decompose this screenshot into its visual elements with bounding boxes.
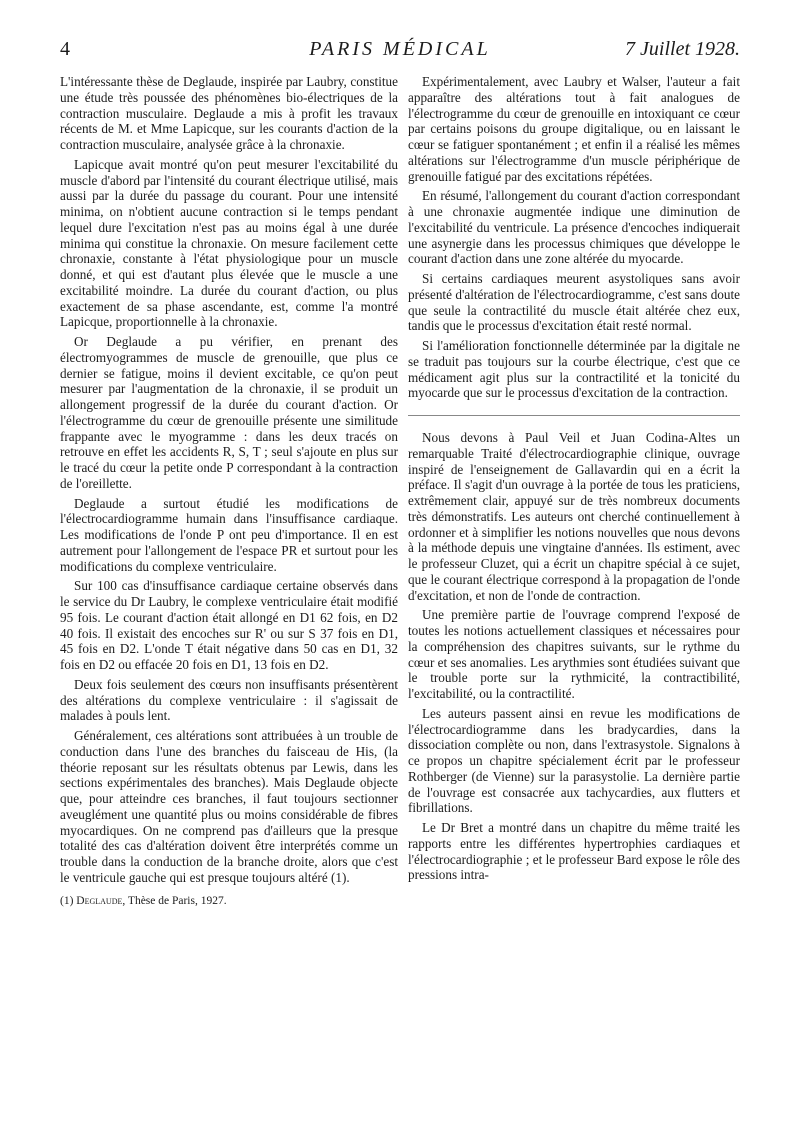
paragraph: Les auteurs passent ainsi en revue les modifications de l'électrocardiogramme dans les bradycardies, dans la dissociation complète ou non, dans l'extrasystole. Signalons à ce propos un chapitre spécialement écrit par le professeur Rothberger (de Vienne) sur la parasystolie. La dernière partie de l'ouvrage est consacrée aux tachycardies, aux flutters et fibrillations. xyxy=(408,705,740,816)
paragraph: Deux fois seulement des cœurs non insuffisants présentèrent des altérations du complexe ventriculaire : il s'agissait de malades à pouls lent. xyxy=(60,676,398,724)
paragraph: Lapicque avait montré qu'on peut mesurer l'excitabilité du muscle d'abord par l'intensité du courant électrique utilisé, mais aussi par la durée du passage du courant. Pour une intensité minima, on n'obtient aucune contraction si le temps pendant lequel dure l'excitation n'est pas au moins égal à une durée minima qui constitue la chronaxie. On mesure facilement cette chronaxie, constante à l'état physiologique pour un muscle donné, et qui est d'autant plus élevée que le muscle a une excitabilité moindre. La durée du courant d'action, ou plus exactement de sa phase ascendante, est, comme l'a montré Lapicque, proportionnelle à la chronaxie. xyxy=(60,156,398,330)
section-divider xyxy=(408,415,740,416)
paragraph: Si l'amélioration fonctionnelle déterminée par la digitale ne se traduit pas toujours sur la courbe électrique, c'est que ce médicament agit plus sur la contractilité et la tonicité du myocarde que sur le processus d'excitation de la contraction. xyxy=(408,338,740,401)
paragraph: Le Dr Bret a montré dans un chapitre du même traité les rapports entre les différentes hypertrophies cardiaques et l'électrocardiographie ; et le professeur Bard expose le rôle des pressions intra- xyxy=(408,820,740,883)
paragraph: Une première partie de l'ouvrage comprend l'exposé de toutes les notions actuellement classiques et nécessaires pour la compréhension des chapitres suivants, sur le rythme du cœur et ses anomalies. Les arythmies sont étudiées suivant que le trouble porte sur la rythmicité, la contractibilité, l'excitabilité, ou la contractilité. xyxy=(408,607,740,701)
footnote-marker: (1) xyxy=(60,894,74,907)
page-header xyxy=(60,38,740,64)
paragraph: Généralement, ces altérations sont attribuées à un trouble de conduction dans l'une des branches du faisceau de His, (la théorie reposant sur les résultats obtenus par Lewis, dans les sections expérimentales des branches). Mais Deglaude objecte que, pour atteindre ces branches, il faut toujours sectionner aveuglément une quantité plus ou moins considérable de fibres myocardiques. On ne comprend pas d'ailleurs que la presque totalité des cas d'altération doivent être interprétés comme un trouble dans la conduction de la branche droite, alors que c'est le ventricule gauche qui est presque toujours altéré (1). xyxy=(60,728,398,885)
footnote xyxy=(60,894,398,910)
paragraph: Deglaude a surtout étudié les modifications de l'électrocardiogramme humain dans l'insuffisance cardiaque. Les modifications de l'onde P ont peu d'importance. Il en est autrement pour l'allongement de l'espace PR et surtout pour les modifications du complexe ventriculaire. xyxy=(60,495,398,574)
right-column xyxy=(408,74,740,887)
paragraph: En résumé, l'allongement du courant d'action correspondant à une chronaxie augmentée indique une diminution de l'excitabilité du ventricule. La présence d'encoches indiquerait une asynergie dans les processus chimiques que développe le courant d'action dans une zone altérée du myocarde. xyxy=(408,188,740,267)
paragraph: Expérimentalement, avec Laubry et Walser, l'auteur a fait apparaître des altérations tout à fait analogues de l'électrogramme du cœur de grenouille en intoxiquant ce cœur par certains poisons du groupe digitalique, ou en laissant le cœur se fatiguer spontanément ; et enfin il a réalisé les mêmes altérations sur l'électrogramme d'un muscle périphérique de grenouille fatigué par des excitations répétées. xyxy=(408,74,740,184)
paragraph: Nous devons à Paul Veil et Juan Codina-Altes un remarquable Traité d'électrocardiographie clinique, ouvrage inspiré de l'enseignement de Gallavardin qui en a écrit la préface. Il s'agit d'un ouvrage à la portée de tous les praticiens, extrêmement clair, appuyé sur de très nombreux documents très démonstratifs. Les auteurs ont cherché continuellement à ordonner et à simplifier les notions nouvelles que nous devons à la méthode depuis une vingtaine d'années. Ils estiment, avec le professeur Cluzet, qui a écrit un chapitre spécial à ce sujet, que le courant électrique correspond à la propagation de l'onde d'excitation, et non de l'onde de contraction. xyxy=(408,430,740,603)
page-number: 4 xyxy=(60,38,70,60)
issue-date: 7 Juillet 1928. xyxy=(625,38,740,60)
left-column xyxy=(60,74,398,909)
paragraph: Si certains cardiaques meurent asystoliques sans avoir présenté d'altération de l'électrocardiogramme, c'est sans doute que seule la contractilité du muscle était altérée chez eux, tandis que le processus d'excitation était resté normal. xyxy=(408,271,740,334)
paragraph: Or Deglaude a pu vérifier, en prenant des électromyogrammes de muscle de grenouille, que plus ce dernier se fatigue, moins il devient excitable, ce qu'on peut mesurer par l'augmentation de la chronaxie, il se produit un allongement progressif de la durée du courant d'action. Or l'électrogramme du cœur de grenouille présente une similitude frappante avec le myogramme : dans les deux tracés on retrouve en effet les accidents R, S, T ; seul s'ajoute en plus sur le tracé du cœur la petite onde P correspondant à la contraction de l'oreillette. xyxy=(60,334,398,491)
paragraph: L'intéressante thèse de Deglaude, inspirée par Laubry, constitue une étude très poussée des phénomènes bio-électriques de la contraction musculaire. Deglaude a mis à profit les travaux récents de M. et Mme Lapicque, sur les courants d'action de la contraction musculaire, analysée grâce à la chronaxie. xyxy=(60,74,398,152)
footnote-author: Deglaude xyxy=(76,894,123,907)
footnote-text: , Thèse de Paris, 1927. xyxy=(122,894,227,907)
paragraph: Sur 100 cas d'insuffisance cardiaque certaine observés dans le service du Dr Laubry, le complexe ventriculaire était modifié 95 fois. Le courant d'action était allongé en D1 62 fois, en D2 40 fois. Il existait des encoches sur R' ou sur S 37 fois en D1, 45 fois en D2. L'onde T était négative dans 50 cas en D1, 32 fois en D2 ou effacée 20 fois en D1, 13 fois en D2. xyxy=(60,578,398,672)
journal-title: PARIS MÉDICAL xyxy=(309,38,491,60)
